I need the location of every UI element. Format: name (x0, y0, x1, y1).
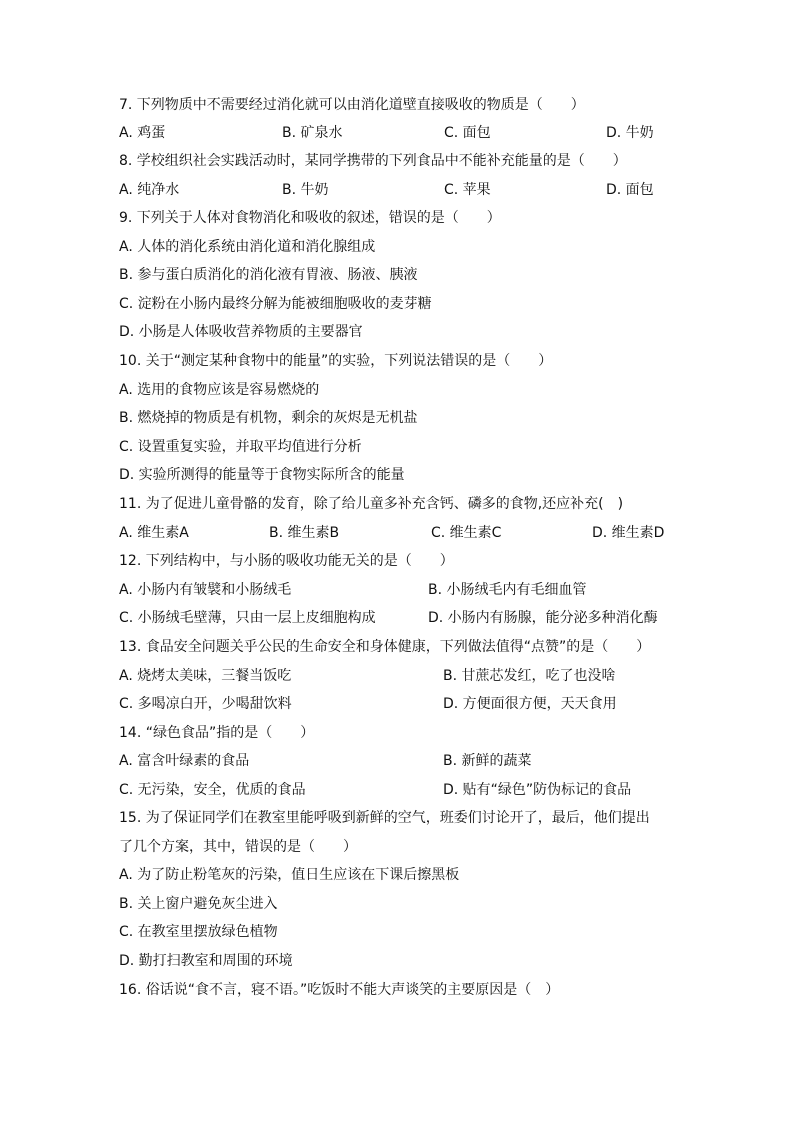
question-7-option-d: D. 牛奶 (606, 125, 654, 141)
question-8-option-d: D. 面包 (606, 182, 654, 198)
question-14-stem: 14. “绿色食品”指的是（ ） (119, 725, 315, 741)
question-9-option-c: C. 淀粉在小肠内最终分解为能被细胞吸收的麦芽糖 (119, 296, 432, 312)
question-12-option-b: B. 小肠绒毛内有毛细血管 (428, 582, 587, 598)
question-15-option-a: A. 为了防止粉笔灰的污染，值日生应该在下课后擦黑板 (119, 867, 460, 883)
question-11-option-d: D. 维生素D (592, 525, 665, 541)
question-13-stem: 13. 食品安全问题关乎公民的生命安全和身体健康，下列做法值得“点赞”的是（ ） (119, 639, 651, 655)
question-9-stem: 9. 下列关于人体对食物消化和吸收的叙述，错误的是（ ） (119, 210, 501, 226)
question-10-option-a: A. 选用的食物应该是容易燃烧的 (119, 382, 320, 398)
question-16-stem: 16. 俗话说“食不言，寝不语。”吃饭时不能大声谈笑的主要原因是（ ） (119, 982, 560, 998)
question-7-option-c: C. 面包 (444, 125, 491, 141)
question-11-option-b: B. 维生素B (269, 525, 340, 541)
question-13-option-d: D. 方便面很方便，天天食用 (443, 696, 617, 712)
question-12-option-c: C. 小肠绒毛壁薄，只由一层上皮细胞构成 (119, 610, 376, 626)
question-8-option-b: B. 牛奶 (282, 182, 329, 198)
question-10-option-c: C. 设置重复实验，并取平均值进行分析 (119, 439, 362, 455)
question-10-stem: 10. 关于“测定某种食物中的能量”的实验，下列说法错误的是（ ） (119, 353, 553, 369)
question-14-option-d: D. 贴有“绿色”防伪标记的食品 (443, 782, 632, 798)
question-12-stem: 12. 下列结构中，与小肠的吸收功能无关的是（ ） (119, 553, 454, 569)
question-15-option-c: C. 在教室里摆放绿色植物 (119, 924, 278, 940)
question-10-option-d: D. 实验所测得的能量等于食物实际所含的能量 (119, 467, 405, 483)
question-11-option-c: C. 维生素C (431, 525, 502, 541)
question-8-option-c: C. 苹果 (444, 182, 491, 198)
question-14-option-c: C. 无污染，安全，优质的食品 (119, 782, 306, 798)
question-12-option-d: D. 小肠内有肠腺，能分泌多种消化酶 (428, 610, 658, 626)
question-14-option-a: A. 富含叶绿素的食品 (119, 753, 250, 769)
question-9-option-b: B. 参与蛋白质消化的消化液有胃液、肠液、胰液 (119, 267, 418, 283)
question-13-option-a: A. 烧烤太美味，三餐当饭吃 (119, 668, 292, 684)
question-12-option-a: A. 小肠内有皱襞和小肠绒毛 (119, 582, 292, 598)
question-15-stem-line-1: 15. 为了保证同学们在教室里能呼吸到新鲜的空气，班委们讨论开了，最后，他们提出 (119, 810, 650, 826)
question-7-option-b: B. 矿泉水 (282, 125, 343, 141)
question-14-option-b: B. 新鲜的蔬菜 (443, 753, 532, 769)
question-10-option-b: B. 燃烧掉的物质是有机物，剩余的灰烬是无机盐 (119, 410, 418, 426)
question-13-option-b: B. 甘蔗芯发红，吃了也没啥 (443, 668, 616, 684)
question-11-stem: 11. 为了促进儿童骨骼的发育，除了给儿童多补充含钙、磷多的食物,还应补充( ) (119, 496, 624, 512)
question-11-option-a: A. 维生素A (119, 525, 189, 541)
question-15-option-d: D. 勤打扫教室和周围的环境 (119, 953, 293, 969)
question-7-option-a: A. 鸡蛋 (119, 125, 166, 141)
question-7-stem: 7. 下列物质中不需要经过消化就可以由消化道壁直接吸收的物质是（ ） (119, 97, 585, 113)
question-9-option-a: A. 人体的消化系统由消化道和消化腺组成 (119, 239, 376, 255)
question-13-option-c: C. 多喝凉白开，少喝甜饮料 (119, 696, 292, 712)
question-8-stem: 8. 学校组织社会实践活动时，某同学携带的下列食品中不能补充能量的是（ ） (119, 153, 627, 169)
question-9-option-d: D. 小肠是人体吸收营养物质的主要器官 (119, 324, 363, 340)
question-15-option-b: B. 关上窗户避免灰尘进入 (119, 896, 278, 912)
question-8-option-a: A. 纯净水 (119, 182, 180, 198)
question-15-stem-line-2: 了几个方案，其中，错误的是（ ） (119, 839, 357, 855)
